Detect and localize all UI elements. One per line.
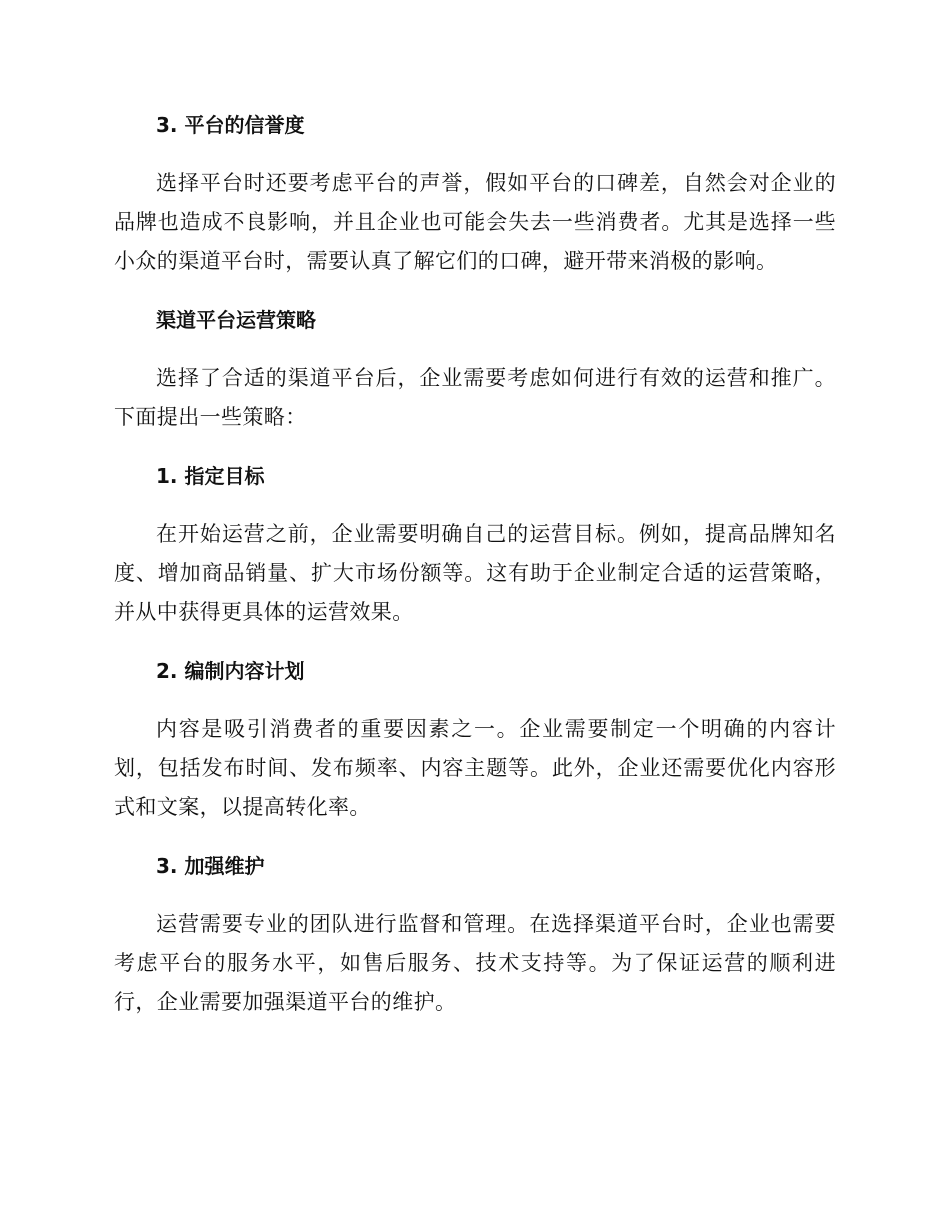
section-heading-operation-strategy: 渠道平台运营策略: [156, 308, 316, 332]
paragraph-platform-reputation: 选择平台时还要考虑平台的声誉，假如平台的口碑差，自然会对企业的品牌也造成不良影响，并且企业也可能会失去一些消费者。尤其是选择一些小众的渠道平台时，需要认真了解它们的口碑，避开带来消极的影响。: [114, 171, 836, 273]
paragraph-set-goals: 在开始运营之前，企业需要明确自己的运营目标。例如，提高品牌知名度、增加商品销量、扩大市场份额等。这有助于企业制定合适的运营策略，并从中获得更具体的运营效果。: [114, 522, 836, 624]
paragraph-strengthen-maintenance: 运营需要专业的团队进行监督和管理。在选择渠道平台时，企业也需要考虑平台的服务水平，如售后服务、技术支持等。为了保证运营的顺利进行，企业需要加强渠道平台的维护。: [114, 912, 836, 1014]
section-heading-platform-reputation: 3. 平台的信誉度: [156, 113, 305, 137]
paragraph-operation-strategy: 选择了合适的渠道平台后，企业需要考虑如何进行有效的运营和推广。下面提出一些策略：: [114, 366, 836, 429]
section-heading-strengthen-maintenance: 3. 加强维护: [156, 854, 265, 878]
paragraph-content-plan: 内容是吸引消费者的重要因素之一。企业需要制定一个明确的内容计划，包括发布时间、发布频率、内容主题等。此外，企业还需要优化内容形式和文案，以提高转化率。: [114, 717, 836, 819]
section-heading-set-goals: 1. 指定目标: [156, 464, 265, 488]
section-heading-content-plan: 2. 编制内容计划: [156, 659, 305, 683]
